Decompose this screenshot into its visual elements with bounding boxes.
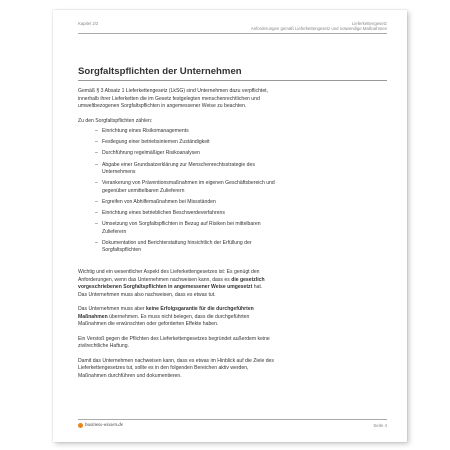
list-item: – Umsetzung von Sorgfaltspflichten in Bezug auf Risiken bei mittelbaren Zulieferern <box>95 221 387 236</box>
intro-paragraph: Gemäß § 3 Absatz 1 Lieferkettengesetz (LkSG) sind Unternehmen dazu verpflichtet, innerhalb ihrer Lieferketten die im Gesetz festgelegten menschenrechtlichen und umweltbezogenen Sorgfaltspflichten in angemessener Weise zu beachten. <box>78 88 268 109</box>
paragraph-no-guarantee: Das Unternehmen muss aber keine Erfolgsgarantie für die durchgeführten Maßnahmen übernehmen. Es muss nicht belegen, dass die durchgeführten Maßnahmen die erwünschten oder geforderten Effekte haben. <box>78 306 254 328</box>
paragraph-proof: Damit das Unternehmen nachweisen kann, dass es etwas im Hinblick auf die Ziele des Lieferkettengesetzes tut, sollte es in den folgenden Bereichen aktiv werden, Maßnahmen durchführen und dokumentieren. <box>78 357 274 379</box>
paragraph-liability: Ein Verstoß gegen die Pflichten des Lieferkettengesetzes begründet außerdem keine zivilrechtliche Haftung. <box>78 335 270 350</box>
list-item: – Ergreifen von Abhilfemaßnahmen bei Missständen <box>95 199 387 206</box>
header-topic: Lieferkettengesetz <box>351 21 387 26</box>
header-subtopic: Anforderungen gemäß Lieferkettengesetz und notwendige Maßnahmen <box>250 26 387 32</box>
list-item: – Abgabe einer Grundsatzerklärung zur Menschenrechtsstrategie des Unternehmens <box>95 162 387 177</box>
page-header <box>78 21 387 40</box>
list-item: – Festlegung einer betriebsinternen Zuständigkeit <box>95 139 387 146</box>
title-divider <box>78 80 387 81</box>
list-item: – Einrichtung eines Risikomanagements <box>95 128 387 135</box>
footer-logo <box>78 423 123 428</box>
page-title: Sorgfaltspflichten der Unternehmen <box>78 66 242 77</box>
list-item: – Einrichtung eines betrieblichen Beschwerdeverfahrens <box>95 210 387 217</box>
list-item: – Dokumentation und Berichterstattung hinsichtlich der Erfüllung der Sorgfaltspflichten <box>95 240 387 255</box>
page-number: Seite 4 <box>373 423 387 428</box>
duties-list <box>78 128 387 255</box>
list-item: – Verankerung von Präventionsmaßnahmen im eigenen Geschäftsbereich und gegenüber unmittelbaren Zulieferern <box>95 180 387 195</box>
footer-divider <box>78 419 387 420</box>
document-page <box>53 10 407 442</box>
header-topic-block <box>251 21 387 31</box>
header-divider <box>78 33 387 34</box>
list-item: – Durchführung regelmäßiger Risikoanalysen <box>95 150 387 157</box>
header-chapter: Kapitel 2/2 <box>78 21 99 26</box>
list-intro: Zu den Sorgfaltspflichten zählen: <box>78 117 153 124</box>
paragraph-key-aspect: Wichtig und ein wesentlicher Aspekt des Lieferkettengesetzes ist: Es genügt den Anforderungen, wenn das Unternehmen nachweisen kann, dass es die gesetzlich vorgeschriebenen Sorgfaltspflichten in angemessener Weise umgesetzt hat. Das Unternehmen muss also nachweisen, dass es etwas tut. <box>78 269 265 298</box>
logo-dot-icon <box>78 423 83 428</box>
logo-text: business-wissen.de <box>85 423 123 428</box>
